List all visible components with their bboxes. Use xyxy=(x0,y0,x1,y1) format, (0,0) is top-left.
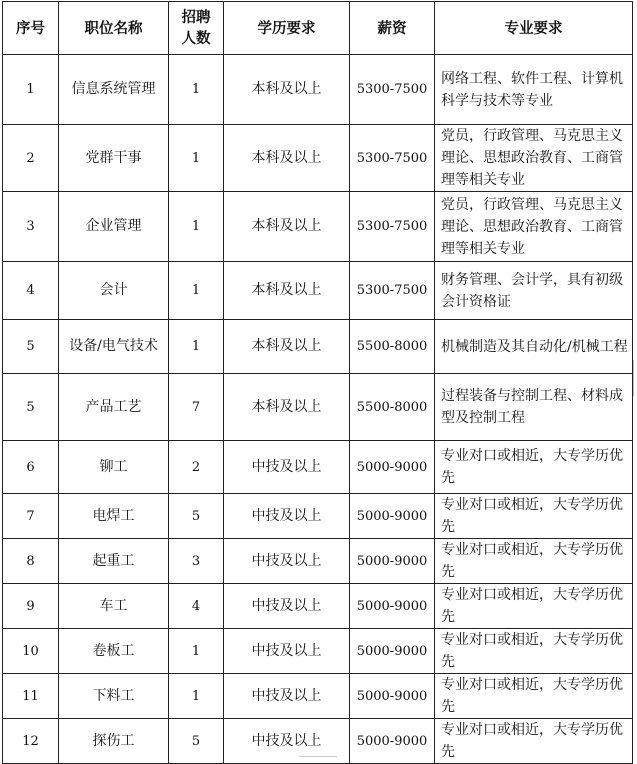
cell-salary: 5500-8000 xyxy=(350,320,435,374)
cell-position: 信息系统管理 xyxy=(59,55,169,125)
cell-position: 铆工 xyxy=(59,441,169,494)
cell-major: 专业对口或相近，大专学历优先 xyxy=(435,441,633,494)
table-row xyxy=(3,192,633,262)
cell-salary: 5000-9000 xyxy=(350,719,435,764)
cell-count: 1 xyxy=(169,55,224,125)
table-row xyxy=(3,584,633,629)
cell-education: 本科及以上 xyxy=(224,262,350,320)
cell-education: 中技及以上 xyxy=(224,441,350,494)
cell-education: 中技及以上 xyxy=(224,629,350,674)
cell-salary: 5300-7500 xyxy=(350,192,435,262)
cell-seq: 12 xyxy=(3,719,59,764)
cell-major: 专业对口或相近，大专学历优先 xyxy=(435,584,633,629)
cell-major: 专业对口或相近，大专学历优先 xyxy=(435,629,633,674)
cell-seq: 3 xyxy=(3,192,59,262)
header-salary: 薪资 xyxy=(350,2,435,55)
cell-position: 设备/电气技术 xyxy=(59,320,169,374)
cell-major: 过程装备与控制工程、材料成型及控制工程 xyxy=(435,374,633,441)
cell-position: 探伤工 xyxy=(59,719,169,764)
cell-salary: 5000-9000 xyxy=(350,584,435,629)
cell-education: 中技及以上 xyxy=(224,494,350,539)
cell-salary: 5300-7500 xyxy=(350,125,435,192)
table-row xyxy=(3,374,633,441)
cell-seq: 10 xyxy=(3,629,59,674)
cell-seq: 6 xyxy=(3,441,59,494)
recruitment-table xyxy=(2,1,633,764)
table-row xyxy=(3,629,633,674)
cell-seq: 2 xyxy=(3,125,59,192)
cell-education: 本科及以上 xyxy=(224,320,350,374)
header-count-line2: 人数 xyxy=(181,30,211,47)
cell-position: 产品工艺 xyxy=(59,374,169,441)
cell-count: 1 xyxy=(169,674,224,719)
page-edge-mark xyxy=(633,360,637,396)
cell-count: 4 xyxy=(169,584,224,629)
cell-education: 本科及以上 xyxy=(224,55,350,125)
header-count xyxy=(169,2,224,55)
table-body xyxy=(3,55,633,764)
cell-education: 本科及以上 xyxy=(224,192,350,262)
cell-major: 党员，行政管理、马克思主义理论、思想政治教育、工商管理等相关专业 xyxy=(435,125,633,192)
table-row xyxy=(3,674,633,719)
cell-seq: 8 xyxy=(3,539,59,584)
cell-count: 7 xyxy=(169,374,224,441)
cell-major: 党员，行政管理、马克思主义理论、思想政治教育、工商管理等相关专业 xyxy=(435,192,633,262)
table-row xyxy=(3,262,633,320)
cell-count: 5 xyxy=(169,494,224,539)
cell-count: 1 xyxy=(169,262,224,320)
cell-count: 1 xyxy=(169,320,224,374)
cell-count: 5 xyxy=(169,719,224,764)
cell-salary: 5000-9000 xyxy=(350,674,435,719)
cell-position: 企业管理 xyxy=(59,192,169,262)
cell-seq: 5 xyxy=(3,320,59,374)
cell-salary: 5000-9000 xyxy=(350,441,435,494)
cell-position: 起重工 xyxy=(59,539,169,584)
cell-count: 3 xyxy=(169,539,224,584)
cell-position: 车工 xyxy=(59,584,169,629)
cell-position: 下料工 xyxy=(59,674,169,719)
cell-position: 电焊工 xyxy=(59,494,169,539)
cell-count: 1 xyxy=(169,192,224,262)
cell-education: 中技及以上 xyxy=(224,539,350,584)
header-position: 职位名称 xyxy=(59,2,169,55)
cell-salary: 5000-9000 xyxy=(350,494,435,539)
table-row xyxy=(3,125,633,192)
header-major: 专业要求 xyxy=(435,2,633,55)
cell-count: 2 xyxy=(169,441,224,494)
cell-major: 专业对口或相近，大专学历优先 xyxy=(435,719,633,764)
cell-salary: 5000-9000 xyxy=(350,629,435,674)
cell-seq: 11 xyxy=(3,674,59,719)
cell-education: 中技及以上 xyxy=(224,584,350,629)
cell-major: 专业对口或相近，大专学历优先 xyxy=(435,539,633,584)
cell-position: 卷板工 xyxy=(59,629,169,674)
cell-salary: 5300-7500 xyxy=(350,262,435,320)
table-row xyxy=(3,494,633,539)
cell-major: 专业对口或相近，大专学历优先 xyxy=(435,494,633,539)
cell-count: 1 xyxy=(169,629,224,674)
header-count-line1: 招聘 xyxy=(181,9,211,26)
cell-seq: 7 xyxy=(3,494,59,539)
cell-education: 本科及以上 xyxy=(224,374,350,441)
table-row xyxy=(3,320,633,374)
cell-position: 党群干事 xyxy=(59,125,169,192)
table-row xyxy=(3,441,633,494)
cell-seq: 9 xyxy=(3,584,59,629)
cell-position: 会计 xyxy=(59,262,169,320)
cell-seq: 5 xyxy=(3,374,59,441)
cell-salary: 5500-8000 xyxy=(350,374,435,441)
cell-seq: 4 xyxy=(3,262,59,320)
cell-major: 网络工程、软件工程、计算机科学与技术等专业 xyxy=(435,55,633,125)
header-row xyxy=(3,2,633,55)
table-row xyxy=(3,55,633,125)
cell-education: 本科及以上 xyxy=(224,125,350,192)
cell-education: 中技及以上 xyxy=(224,719,350,764)
cell-major: 专业对口或相近，大专学历优先 xyxy=(435,674,633,719)
header-seq: 序号 xyxy=(3,2,59,55)
cell-salary: 5000-9000 xyxy=(350,539,435,584)
cell-major: 机械制造及其自动化/机械工程 xyxy=(435,320,633,374)
cell-education: 中技及以上 xyxy=(224,674,350,719)
cell-seq: 1 xyxy=(3,55,59,125)
cell-count: 1 xyxy=(169,125,224,192)
cell-major: 财务管理、会计学，具有初级会计资格证 xyxy=(435,262,633,320)
cell-salary: 5300-7500 xyxy=(350,55,435,125)
header-education: 学历要求 xyxy=(224,2,350,55)
table-row xyxy=(3,539,633,584)
